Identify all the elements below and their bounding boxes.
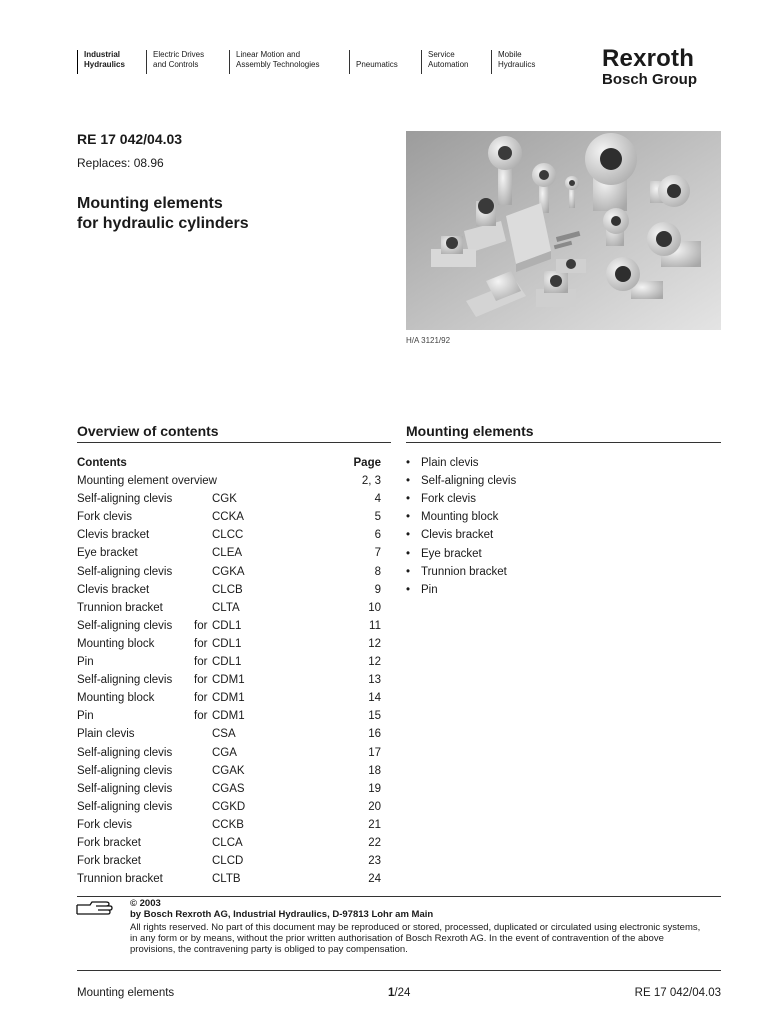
- photo-caption: H/A 3121/92: [406, 336, 451, 345]
- title-line2: for hydraulic cylinders: [77, 215, 249, 232]
- toc-entry-name: Mounting element overview: [77, 475, 217, 487]
- toc-entry-page: 20: [368, 800, 381, 813]
- toc-entry-code: CDL1: [212, 619, 242, 632]
- toc-entry-code: CGK: [212, 493, 237, 506]
- toc-entry-name: Trunnion bracket: [77, 873, 163, 886]
- notice-divider-top: [77, 896, 721, 897]
- toc-entry-page: 17: [368, 746, 381, 759]
- toc-entry-name: Fork bracket: [77, 855, 141, 868]
- toc-entry-code: CDL1: [212, 637, 242, 650]
- toc-entry-name: Fork clevis: [77, 511, 132, 524]
- list-item: [406, 490, 476, 508]
- toc-row: [77, 744, 381, 762]
- toc-entry-name: Fork bracket: [77, 837, 141, 849]
- bullet-icon: •: [406, 565, 411, 578]
- toc-row: [77, 617, 381, 635]
- notice-divider-bottom: [77, 970, 721, 971]
- toc-entry-page: 18: [368, 764, 381, 777]
- toc-entry-for: for: [194, 674, 208, 687]
- toc-entry-page: 5: [374, 511, 381, 524]
- toc-entry-code: CLTB: [212, 873, 241, 886]
- toc-entry-name: Fork clevis: [77, 818, 132, 831]
- bullet-icon: •: [406, 457, 411, 469]
- footer-doc-number: RE 17 042/04.03: [634, 987, 721, 999]
- toc-entry-page: 8: [374, 565, 381, 578]
- list-item: [406, 508, 498, 526]
- toc-entry-for: for: [194, 656, 208, 668]
- toc-entry-page: 7: [374, 547, 381, 560]
- copyright-notice: [130, 898, 730, 955]
- toc-entry-name: Self-aligning clevis: [77, 493, 173, 506]
- toc-entry-code: CLTA: [212, 601, 240, 614]
- toc-entry-code: CDM1: [212, 692, 245, 705]
- toc-row: [77, 689, 381, 707]
- toc-entry-name: Mounting block: [77, 637, 155, 650]
- toc-entry-page: 12: [368, 637, 381, 650]
- nav-label-line1: Service: [428, 50, 455, 59]
- nav-label-line2: Pneumatics: [356, 59, 398, 69]
- nav-label-line2: Assembly Technologies: [236, 59, 320, 69]
- bullet-icon: •: [406, 475, 411, 488]
- toc-entry-code: CGKD: [212, 800, 246, 813]
- toc-entry-page: 13: [368, 674, 381, 687]
- copyright-company: by Bosch Rexroth AG, Industrial Hydraulics, D-97813 Lohr am Main: [130, 909, 434, 920]
- toc-entry-page: 9: [374, 583, 381, 596]
- bullet-icon: •: [406, 529, 411, 542]
- logo-wordmark: Rexroth: [602, 45, 695, 72]
- toc-entry-name: Clevis bracket: [77, 529, 150, 542]
- toc-entry-code: CLCD: [212, 855, 244, 868]
- list-item-label: Clevis bracket: [421, 529, 494, 542]
- toc-entry-page: 2, 3: [361, 475, 381, 487]
- rexroth-logo: [602, 46, 697, 88]
- list-item: [406, 563, 507, 581]
- toc-entry-page: 24: [368, 873, 381, 886]
- toc-row: [77, 581, 381, 599]
- toc-entry-code: CLCC: [212, 529, 244, 542]
- toc-entry-name: Eye bracket: [77, 547, 138, 560]
- list-item-label: Pin: [421, 583, 438, 596]
- toc-entry-code: CGAK: [212, 764, 245, 777]
- toc-entry-code: CLCB: [212, 583, 243, 596]
- toc-page-header: Page: [353, 457, 381, 469]
- toc-entry-page: 4: [374, 493, 381, 506]
- overview-divider: [77, 442, 391, 443]
- list-item: [406, 545, 482, 563]
- nav-pneumatics: [349, 50, 398, 74]
- toc-entry-name: Self-aligning clevis: [77, 800, 173, 813]
- toc-entry-name: Pin: [77, 656, 94, 668]
- toc-entry-name: Self-aligning clevis: [77, 619, 173, 632]
- nav-linear-motion: [229, 50, 319, 74]
- toc-entry-page: 21: [368, 818, 381, 831]
- toc-row: [77, 563, 381, 581]
- toc-row: [77, 852, 381, 870]
- toc-entry-page: 19: [368, 782, 381, 795]
- list-item: [406, 581, 438, 599]
- toc-entry-name: Plain clevis: [77, 728, 135, 741]
- toc-row: [77, 526, 381, 544]
- toc-entry-name: Self-aligning clevis: [77, 782, 173, 795]
- toc-entry-code: CLCA: [212, 837, 243, 849]
- product-photo: [406, 131, 721, 330]
- toc-row: [77, 490, 381, 508]
- toc-row: [77, 707, 381, 725]
- list-item-label: Trunnion bracket: [421, 565, 507, 578]
- toc-entry-name: Self-aligning clevis: [77, 565, 173, 578]
- nav-label-line2: Hydraulics: [498, 59, 536, 69]
- toc-row: [77, 834, 381, 852]
- toc-entry-for: for: [194, 710, 208, 723]
- toc-entry-code: CCKA: [212, 511, 244, 524]
- toc-row: [77, 798, 381, 816]
- toc-entry-code: CDM1: [212, 674, 245, 687]
- nav-label-line1: Linear Motion and: [236, 50, 301, 59]
- nav-label-line1: Mobile: [498, 50, 522, 59]
- toc-entry-page: 14: [368, 692, 381, 705]
- nav-label-line2: Automation: [428, 59, 469, 69]
- toc-row: [77, 671, 381, 689]
- toc-row: [77, 544, 381, 562]
- title-line1: Mounting elements: [77, 195, 223, 212]
- nav-electric-drives: [146, 50, 204, 74]
- toc-entry-code: CSA: [212, 728, 236, 741]
- replaces-note: Replaces: 08.96: [77, 156, 164, 170]
- document-number: RE 17 042/04.03: [77, 131, 183, 147]
- nav-label-line2: and Controls: [153, 59, 199, 69]
- toc-row: [77, 653, 381, 671]
- toc-entry-page: 10: [368, 601, 381, 614]
- toc-entry-page: 11: [369, 619, 381, 632]
- toc-entry-name: Mounting block: [77, 692, 155, 705]
- toc-entry-page: 16: [368, 728, 381, 741]
- toc-entry-name: Pin: [77, 710, 94, 723]
- bullet-icon: •: [406, 583, 411, 596]
- toc-row: [77, 599, 381, 617]
- toc-row: [77, 508, 381, 526]
- list-item-label: Mounting block: [421, 511, 499, 524]
- logo-subline: Bosch Group: [602, 71, 698, 88]
- page-number: [388, 987, 410, 999]
- toc-entry-for: for: [194, 619, 208, 632]
- list-item: [406, 454, 479, 472]
- toc-entry-code: CDL1: [212, 656, 242, 668]
- page-current: 1: [388, 987, 395, 999]
- list-item-label: Self-aligning clevis: [421, 475, 517, 488]
- toc-row: [77, 816, 381, 834]
- toc-entry-page: 6: [374, 529, 381, 542]
- list-item-label: Plain clevis: [421, 457, 479, 469]
- toc-entry-page: 22: [368, 837, 381, 849]
- list-item: [406, 472, 516, 490]
- bullet-icon: •: [406, 547, 411, 560]
- toc-entry-name: Self-aligning clevis: [77, 746, 173, 759]
- copyright-text: All rights reserved. No part of this document may be reproduced or stored, processed, duplicated or circulated using electronic systems, in any form or by means, without the prior written authorisation of Bosch Rexroth AG. In the event of contravention of the above provisions, the contravening party is obliged to pay compensation.: [130, 922, 701, 955]
- toc-header-row: [77, 454, 381, 472]
- toc-entry-code: CDM1: [212, 710, 245, 723]
- toc-entry-name: Clevis bracket: [77, 583, 150, 596]
- mounting-heading: Mounting elements: [406, 423, 534, 439]
- nav-label-line1: [356, 50, 398, 60]
- toc-entry-page: 12: [368, 656, 381, 668]
- page-title: [77, 194, 249, 234]
- toc-entry-page: 15: [368, 710, 381, 723]
- toc-row: [77, 870, 381, 888]
- list-item-label: Fork clevis: [421, 493, 476, 506]
- toc-entry-for: for: [194, 637, 208, 650]
- overview-heading: Overview of contents: [77, 423, 219, 439]
- nav-mobile-hydraulics: [491, 50, 535, 74]
- bullet-icon: •: [406, 493, 411, 506]
- mounting-divider: [406, 442, 721, 443]
- toc-contents-header: Contents: [77, 457, 127, 469]
- toc-entry-for: for: [194, 692, 208, 705]
- bullet-icon: •: [406, 511, 411, 524]
- nav-industrial-hydraulics: [77, 50, 125, 74]
- toc-row: [77, 762, 381, 780]
- toc-entry-name: Trunnion bracket: [77, 601, 163, 614]
- toc-entry-page: 23: [368, 855, 381, 868]
- list-item-label: Eye bracket: [421, 547, 482, 560]
- toc-entry-name: Self-aligning clevis: [77, 674, 173, 687]
- toc-row: [77, 472, 381, 490]
- toc-entry-code: CCKB: [212, 818, 244, 831]
- toc-entry-name: Self-aligning clevis: [77, 764, 173, 777]
- toc-row: [77, 725, 381, 743]
- page-total: /24: [394, 987, 411, 999]
- toc-entry-code: CGA: [212, 746, 237, 759]
- nav-label-line1: Electric Drives: [153, 50, 205, 59]
- toc-entry-code: CLEA: [212, 547, 243, 560]
- footer-title: Mounting elements: [77, 987, 175, 999]
- toc-entry-code: CGKA: [212, 565, 245, 578]
- toc-row: [77, 635, 381, 653]
- copyright-year: © 2003: [130, 898, 161, 909]
- toc-row: [77, 780, 381, 798]
- pointing-hand-icon: [76, 899, 114, 922]
- list-item: [406, 526, 493, 544]
- toc-entry-code: CGAS: [212, 782, 245, 795]
- nav-label-line1: Industrial: [84, 50, 121, 59]
- nav-label-line2: Hydraulics: [84, 59, 125, 69]
- nav-service-automation: [421, 50, 468, 74]
